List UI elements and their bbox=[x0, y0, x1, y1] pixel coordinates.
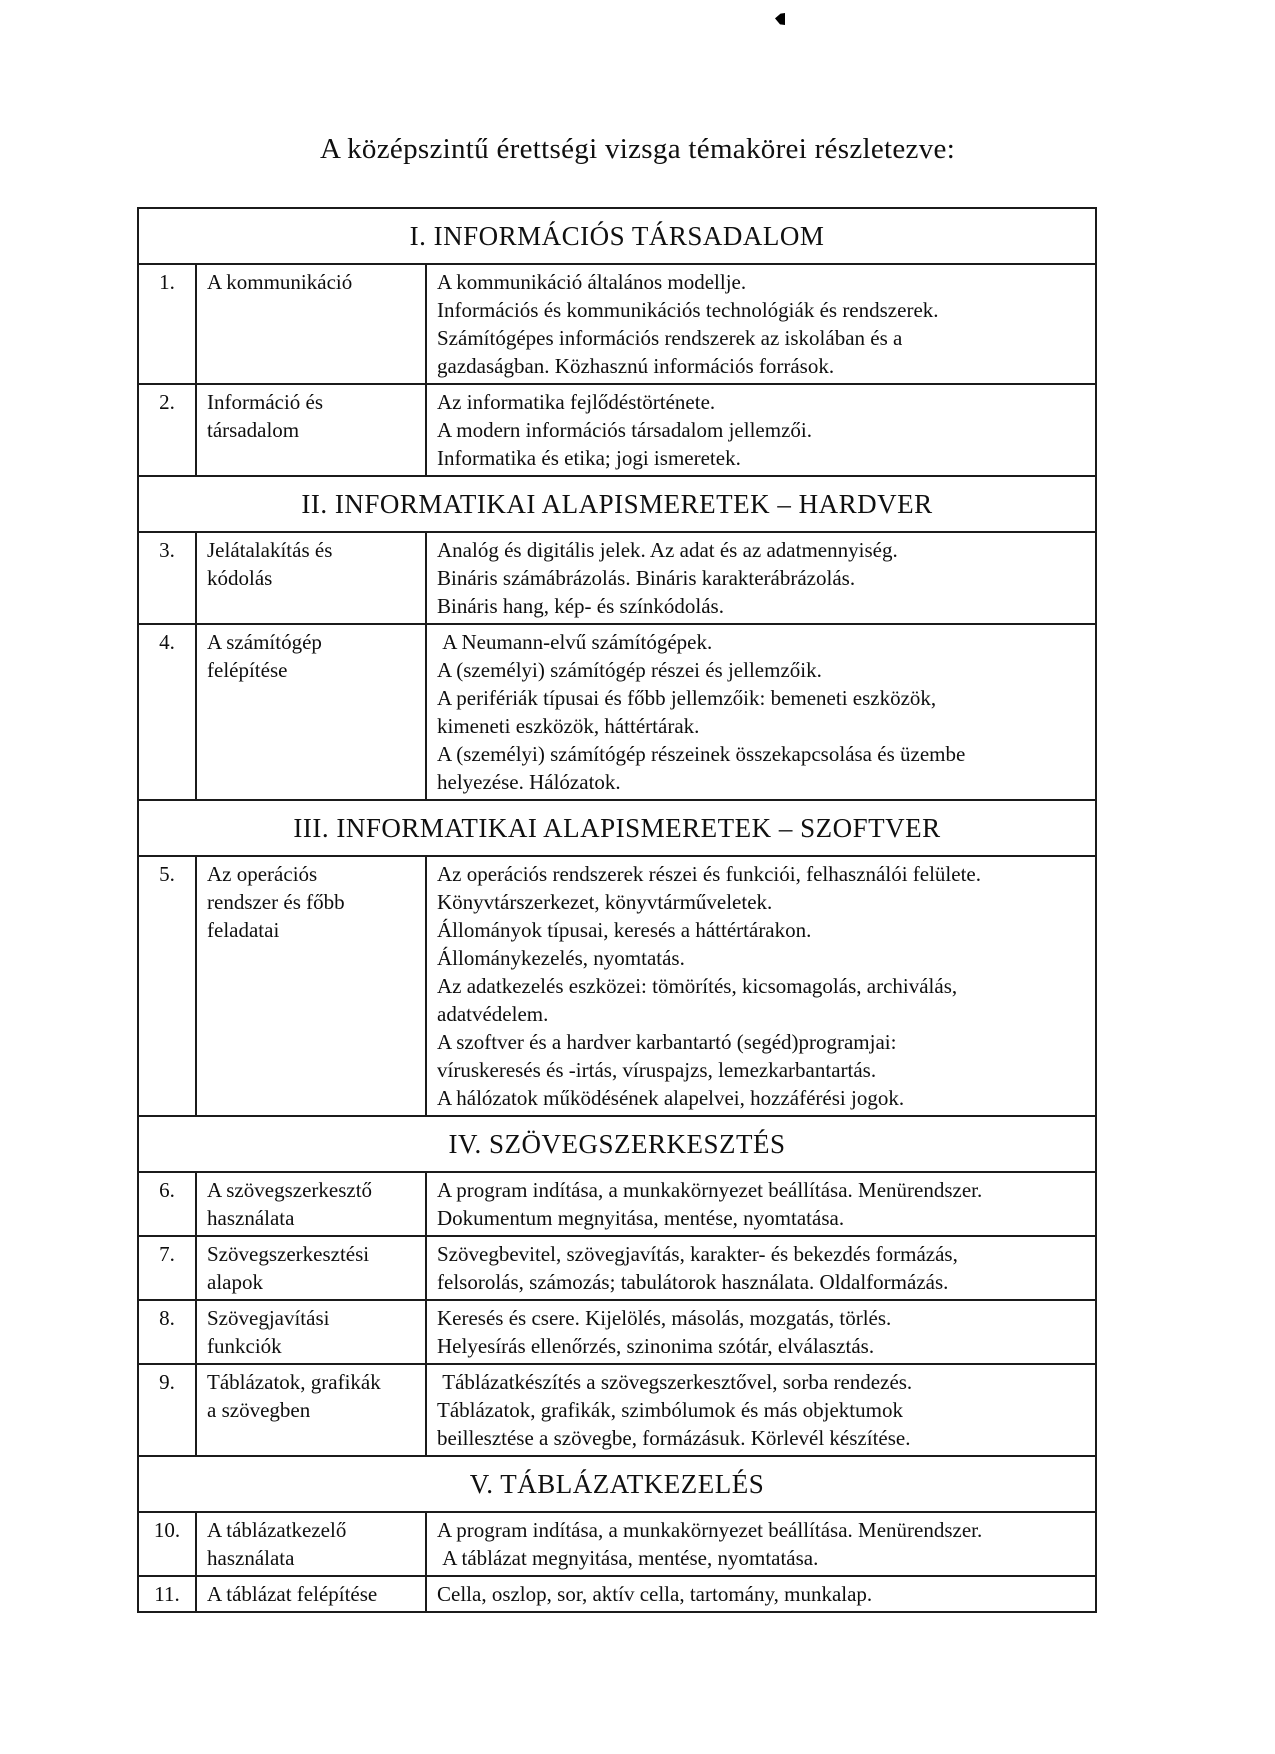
topic-line: használata bbox=[207, 1206, 295, 1230]
detail-line: Az adatkezelés eszközei: tömörítés, kicsomagolás, archiválás, bbox=[437, 974, 958, 998]
detail-line: Információs és kommunikációs technológiák és rendszerek. bbox=[437, 298, 939, 322]
section-heading-4: IV. SZÖVEGSZERKESZTÉS bbox=[139, 1117, 1095, 1173]
topic-cell bbox=[197, 857, 427, 1115]
topic-cell bbox=[197, 1301, 427, 1363]
details-cell bbox=[427, 385, 1095, 475]
detail-line: kimeneti eszközök, háttértárak. bbox=[437, 714, 700, 738]
row-number-cell: 7. bbox=[139, 1237, 197, 1299]
detail-line: Szövegbevitel, szövegjavítás, karakter- és bekezdés formázás, bbox=[437, 1242, 958, 1266]
detail-line: A (személyi) számítógép részeinek összekapcsolása és üzembe bbox=[437, 742, 966, 766]
detail-line: A perifériák típusai és főbb jellemzőik: bemeneti eszközök, bbox=[437, 686, 937, 710]
detail-line: Állományok típusai, keresés a háttértárakon. bbox=[437, 918, 812, 942]
row-number-cell: 5. bbox=[139, 857, 197, 1115]
detail-line: Analóg és digitális jelek. Az adat és az adatmennyiség. bbox=[437, 538, 898, 562]
topic-line: A táblázatkezelő bbox=[207, 1518, 347, 1542]
row-number-cell: 6. bbox=[139, 1173, 197, 1235]
detail-line: Cella, oszlop, sor, aktív cella, tartomány, munkalap. bbox=[437, 1582, 873, 1606]
detail-line: A szoftver és a hardver karbantartó (segéd)programjai: bbox=[437, 1030, 897, 1054]
page-title: A középszintű érettségi vizsga témakörei részletezve: bbox=[319, 133, 956, 165]
exam-topics-table bbox=[137, 207, 1097, 1613]
topic-line: feladatai bbox=[207, 918, 280, 942]
detail-line: A modern információs társadalom jellemzői. bbox=[437, 418, 812, 442]
detail-line: Számítógépes információs rendszerek az iskolában és a bbox=[437, 326, 903, 350]
details-cell bbox=[427, 533, 1095, 623]
topic-cell bbox=[197, 265, 427, 383]
detail-line: Könyvtárszerkezet, könyvtárműveletek. bbox=[437, 890, 773, 914]
topic-cell bbox=[197, 533, 427, 623]
details-cell bbox=[427, 265, 1095, 383]
details-cell bbox=[427, 1301, 1095, 1363]
table-row-1 bbox=[139, 265, 1095, 385]
detail-line: Az operációs rendszerek részei és funkciói, felhasználói felülete. bbox=[437, 862, 981, 886]
detail-line: víruskeresés és -irtás, víruspajzs, lemezkarbantartás. bbox=[437, 1058, 877, 1082]
topic-line: Szövegszerkesztési bbox=[207, 1242, 370, 1266]
detail-line: Bináris hang, kép- és színkódolás. bbox=[437, 594, 724, 618]
topic-cell bbox=[197, 1237, 427, 1299]
detail-line: A Neumann-elvű számítógépek. bbox=[437, 630, 713, 654]
detail-line: A táblázat megnyitása, mentése, nyomtatása. bbox=[437, 1546, 819, 1570]
details-cell bbox=[427, 1365, 1095, 1455]
section-heading-3: III. INFORMATIKAI ALAPISMERETEK – SZOFTVER bbox=[139, 801, 1095, 857]
topic-cell bbox=[197, 1173, 427, 1235]
topic-line: Jelátalakítás és bbox=[207, 538, 333, 562]
topic-line: Az operációs bbox=[207, 862, 318, 886]
topic-line: Táblázatok, grafikák bbox=[207, 1370, 381, 1394]
detail-line: Táblázatok, grafikák, szimbólumok és más objektumok bbox=[437, 1398, 903, 1422]
topic-line: A kommunikáció bbox=[207, 270, 353, 294]
table-row-9 bbox=[139, 1365, 1095, 1457]
detail-line: helyezése. Hálózatok. bbox=[437, 770, 621, 794]
section-heading-1: I. INFORMÁCIÓS TÁRSADALOM bbox=[139, 209, 1095, 265]
detail-line: Dokumentum megnyitása, mentése, nyomtatása. bbox=[437, 1206, 845, 1230]
table-row-11 bbox=[139, 1577, 1095, 1611]
details-cell bbox=[427, 1173, 1095, 1235]
topic-cell bbox=[197, 1365, 427, 1455]
topic-cell bbox=[197, 385, 427, 475]
table-row-7 bbox=[139, 1237, 1095, 1301]
table-row-3 bbox=[139, 533, 1095, 625]
detail-line: Keresés és csere. Kijelölés, másolás, mozgatás, törlés. bbox=[437, 1306, 892, 1330]
detail-line: Táblázatkészítés a szövegszerkesztővel, sorba rendezés. bbox=[437, 1370, 913, 1394]
detail-line: adatvédelem. bbox=[437, 1002, 549, 1026]
topic-line: rendszer és főbb bbox=[207, 890, 345, 914]
detail-line: felsorolás, számozás; tabulátorok használata. Oldalformázás. bbox=[437, 1270, 949, 1294]
topic-line: alapok bbox=[207, 1270, 263, 1294]
topic-line: felépítése bbox=[207, 658, 288, 682]
detail-line: Az informatika fejlődéstörténete. bbox=[437, 390, 716, 414]
topic-line: használata bbox=[207, 1546, 295, 1570]
detail-line: A (személyi) számítógép részei és jellemzőik. bbox=[437, 658, 822, 682]
topic-cell bbox=[197, 625, 427, 799]
details-cell bbox=[427, 1577, 1095, 1611]
section-heading-2: II. INFORMATIKAI ALAPISMERETEK – HARDVER bbox=[139, 477, 1095, 533]
row-number-cell: 2. bbox=[139, 385, 197, 475]
detail-line: A hálózatok működésének alapelvei, hozzáférési jogok. bbox=[437, 1086, 905, 1110]
row-number-cell: 4. bbox=[139, 625, 197, 799]
table-row-5 bbox=[139, 857, 1095, 1117]
detail-line: A program indítása, a munkakörnyezet beállítása. Menürendszer. bbox=[437, 1178, 983, 1202]
ink-speck-artifact bbox=[775, 13, 785, 25]
section-heading-5: V. TÁBLÁZATKEZELÉS bbox=[139, 1457, 1095, 1513]
topic-line: A táblázat felépítése bbox=[207, 1582, 378, 1606]
row-number-cell: 1. bbox=[139, 265, 197, 383]
topic-line: a szövegben bbox=[207, 1398, 311, 1422]
topic-cell bbox=[197, 1577, 427, 1611]
detail-line: gazdaságban. Közhasznú információs források. bbox=[437, 354, 835, 378]
table-row-4 bbox=[139, 625, 1095, 801]
details-cell bbox=[427, 1513, 1095, 1575]
detail-line: Állománykezelés, nyomtatás. bbox=[437, 946, 685, 970]
topic-line: Információ és bbox=[207, 390, 324, 414]
details-cell bbox=[427, 1237, 1095, 1299]
row-number-cell: 10. bbox=[139, 1513, 197, 1575]
row-number-cell: 3. bbox=[139, 533, 197, 623]
row-number-cell: 8. bbox=[139, 1301, 197, 1363]
table-row-6 bbox=[139, 1173, 1095, 1237]
details-cell bbox=[427, 857, 1095, 1115]
topic-line: A számítógép bbox=[207, 630, 322, 654]
topic-line: társadalom bbox=[207, 418, 300, 442]
detail-line: A program indítása, a munkakörnyezet beállítása. Menürendszer. bbox=[437, 1518, 983, 1542]
detail-line: Bináris számábrázolás. Bináris karakterábrázolás. bbox=[437, 566, 856, 590]
topic-line: funkciók bbox=[207, 1334, 282, 1358]
table-row-2 bbox=[139, 385, 1095, 477]
table-row-8 bbox=[139, 1301, 1095, 1365]
table-row-10 bbox=[139, 1513, 1095, 1577]
topic-line: kódolás bbox=[207, 566, 273, 590]
detail-line: Helyesírás ellenőrzés, szinonima szótár, elválasztás. bbox=[437, 1334, 875, 1358]
row-number-cell: 9. bbox=[139, 1365, 197, 1455]
topic-line: A szövegszerkesztő bbox=[207, 1178, 373, 1202]
topic-cell bbox=[197, 1513, 427, 1575]
row-number-cell: 11. bbox=[139, 1577, 197, 1611]
detail-line: beillesztése a szövegbe, formázásuk. Körlevél készítése. bbox=[437, 1426, 911, 1450]
details-cell bbox=[427, 625, 1095, 799]
detail-line: Informatika és etika; jogi ismeretek. bbox=[437, 446, 741, 470]
detail-line: A kommunikáció általános modellje. bbox=[437, 270, 747, 294]
topic-line: Szövegjavítási bbox=[207, 1306, 330, 1330]
